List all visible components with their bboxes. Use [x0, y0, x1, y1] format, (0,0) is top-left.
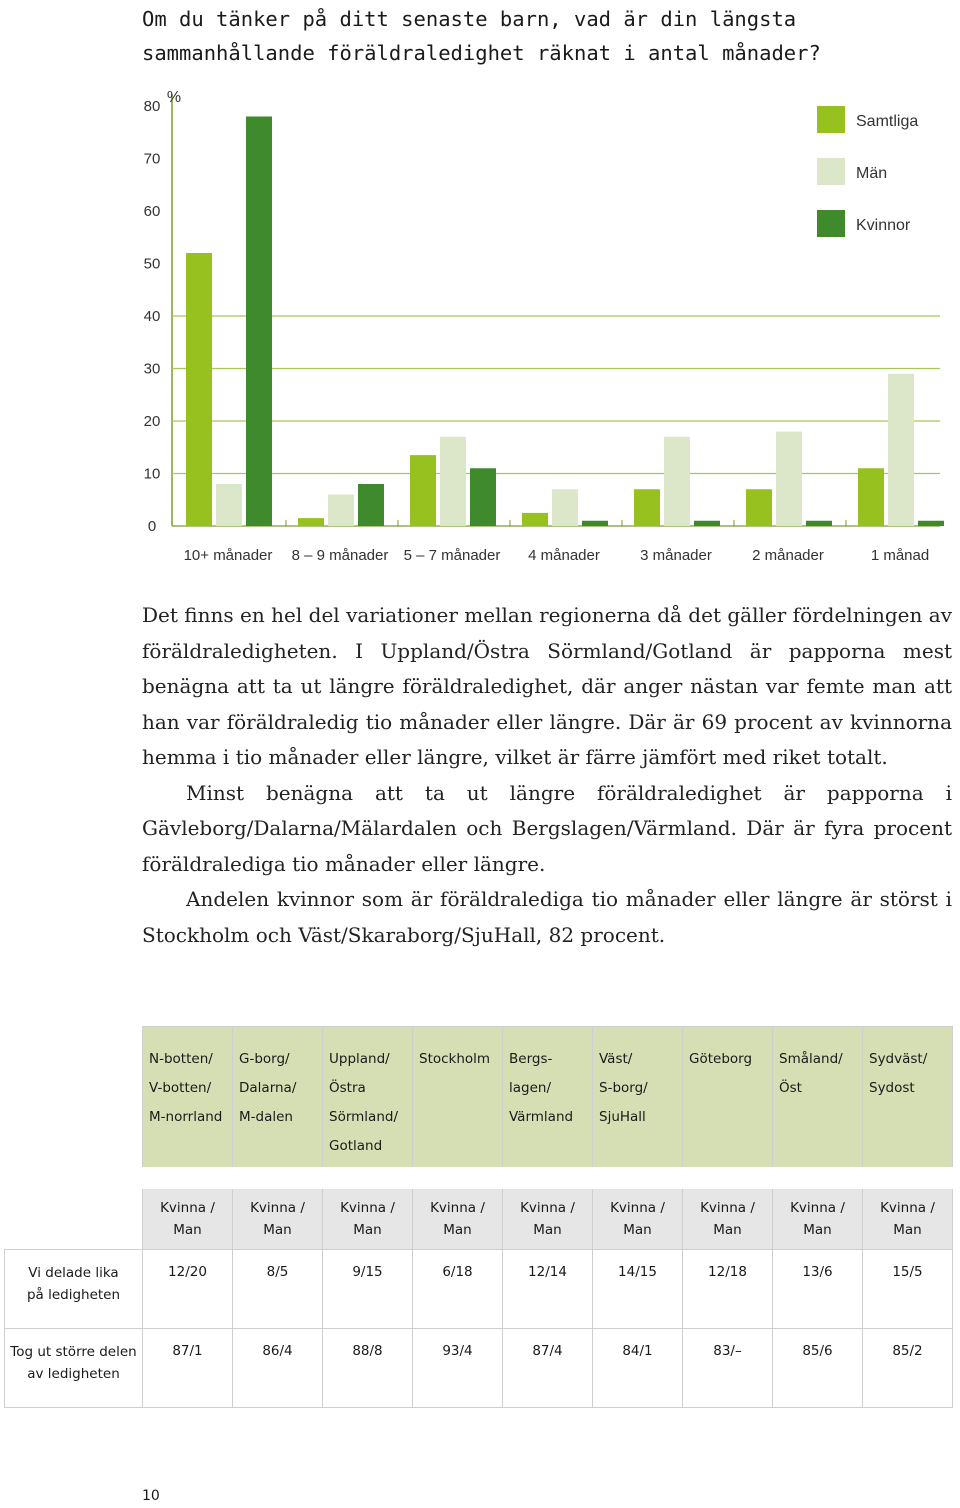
region-name: Stockholm — [419, 1051, 491, 1067]
bar-kvinnor — [470, 468, 496, 526]
region-name: Småland/ Öst — [779, 1051, 843, 1096]
table-row — [5, 1250, 953, 1329]
region-name: Uppland/ Östra Sörmland/ Gotland — [329, 1051, 398, 1154]
bar-samtliga — [858, 468, 884, 526]
table-cell: 85/2 — [863, 1329, 953, 1408]
bar-m-n — [888, 374, 914, 526]
bar-m-n — [328, 495, 354, 527]
y-tick-label: 30 — [143, 360, 161, 378]
y-tick-label: 10 — [143, 465, 161, 483]
paragraph-1: Det finns en hel del variationer mellan regionerna då det gäller fördelningen av föräldraledigheten. I Uppland/Östra Sörmland/Gotland är papporna mest benägna att ta ut längre föräldraledighet, där anger nästan var femte man att han var föräldraledig tio månader eller längre. Där är 69 procent av kvinnorna hemma i tio månader eller längre, vilket är färre jämfört med riket totalt. — [142, 603, 952, 769]
region-header — [773, 1027, 863, 1179]
y-unit-label: % — [166, 89, 182, 106]
bar-samtliga — [634, 489, 660, 526]
region-name: N-botten/ V-botten/ M-norrland — [149, 1051, 223, 1125]
region-header-row — [5, 1027, 953, 1179]
table-corner — [5, 1027, 143, 1179]
region-header — [503, 1027, 593, 1179]
region-header — [863, 1027, 953, 1179]
kvinna-man-header: Kvinna / Man — [863, 1178, 953, 1250]
bar-kvinnor — [918, 521, 944, 526]
table-cell: 87/4 — [503, 1329, 593, 1408]
y-tick-label: 40 — [143, 308, 161, 325]
table-cell: 86/4 — [233, 1329, 323, 1408]
table-row — [5, 1329, 953, 1408]
bar-samtliga — [298, 518, 324, 526]
kvinna-man-header: Kvinna / Man — [233, 1178, 323, 1250]
bar-m-n — [440, 437, 466, 526]
region-name: G-borg/ Dalarna/ M-dalen — [239, 1051, 297, 1125]
kvinna-man-header: Kvinna / Man — [143, 1178, 233, 1250]
region-header — [413, 1027, 503, 1179]
table-cell: 88/8 — [323, 1329, 413, 1408]
table-cell: 6/18 — [413, 1250, 503, 1329]
kvinna-man-header: Kvinna / Man — [413, 1178, 503, 1250]
bar-m-n — [216, 484, 242, 526]
kvinna-man-header: Kvinna / Man — [323, 1178, 413, 1250]
legend-label: Kvinnor — [856, 217, 911, 234]
kvinna-man-header: Kvinna / Man — [773, 1178, 863, 1250]
bar-m-n — [664, 437, 690, 526]
bar-kvinnor — [582, 521, 608, 526]
x-category-label: 5 – 7 månader — [403, 547, 501, 564]
region-name: Göteborg — [689, 1051, 753, 1067]
paragraph-3: Andelen kvinnor som är föräldralediga tio månader eller längre är störst i Stockholm och Väst/Skaraborg/SjuHall, 82 procent. — [142, 887, 952, 947]
paragraph-2: Minst benägna att ta ut längre föräldraledighet är papporna i Gävleborg/Dalarna/Mälardalen och Bergslagen/Värmland. Där är fyra procent föräldralediga tio månader eller längre. — [142, 780, 952, 876]
region-name: Sydväst/ Sydost — [869, 1051, 928, 1096]
kvinna-man-header: Kvinna / Man — [683, 1178, 773, 1250]
table-cell: 13/6 — [773, 1250, 863, 1329]
legend-swatch — [817, 210, 845, 237]
question-heading: Om du tänker på ditt senaste barn, vad är din längsta sammanhållande föräldraledighet räknat i antal månader? — [142, 7, 821, 65]
table-cell: 12/14 — [503, 1250, 593, 1329]
table-cell: 85/6 — [773, 1329, 863, 1408]
y-tick-label: 50 — [143, 255, 161, 273]
row-label: Vi delade lika på ledigheten — [5, 1250, 143, 1329]
legend-label: Män — [856, 165, 888, 182]
legend-swatch — [817, 106, 845, 133]
bar-samtliga — [186, 253, 212, 526]
x-category-label: 10+ månader — [183, 547, 273, 564]
bar-samtliga — [746, 489, 772, 526]
bar-kvinnor — [246, 117, 272, 527]
table-cell: 8/5 — [233, 1250, 323, 1329]
bar-kvinnor — [694, 521, 720, 526]
table-cell: 83/– — [683, 1329, 773, 1408]
body-text — [142, 598, 952, 953]
legend-label: Samtliga — [856, 113, 919, 130]
x-category-label: 8 – 9 månader — [291, 547, 389, 564]
region-header — [593, 1027, 683, 1179]
table-cell: 84/1 — [593, 1329, 683, 1408]
region-header — [233, 1027, 323, 1179]
bar-m-n — [776, 432, 802, 527]
region-header — [323, 1027, 413, 1179]
x-category-label: 1 månad — [870, 547, 930, 564]
y-tick-label: 0 — [147, 518, 157, 535]
y-tick-label: 60 — [143, 203, 161, 220]
bar-samtliga — [410, 455, 436, 526]
subheader-row — [5, 1178, 953, 1250]
region-name: Bergs- lagen/ Värmland — [509, 1051, 574, 1125]
table-corner — [5, 1178, 143, 1250]
bar-m-n — [552, 489, 578, 526]
x-category-label: 3 månader — [640, 547, 712, 564]
kvinna-man-header: Kvinna / Man — [503, 1178, 593, 1250]
table-cell: 93/4 — [413, 1329, 503, 1408]
bar-samtliga — [522, 513, 548, 526]
legend-swatch — [817, 158, 845, 185]
region-table — [4, 1026, 953, 1408]
region-name: Väst/ S-borg/ SjuHall — [599, 1051, 648, 1125]
bar-chart — [0, 80, 960, 580]
bar-kvinnor — [806, 521, 832, 526]
x-category-label: 4 månader — [528, 547, 600, 564]
row-label: Tog ut större delen av ledigheten — [5, 1329, 143, 1408]
bar-kvinnor — [358, 484, 384, 526]
table-cell: 12/20 — [143, 1250, 233, 1329]
y-tick-label: 70 — [143, 150, 161, 168]
table-cell: 9/15 — [323, 1250, 413, 1329]
y-tick-label: 80 — [143, 98, 161, 115]
table-cell: 15/5 — [863, 1250, 953, 1329]
region-header — [143, 1027, 233, 1179]
kvinna-man-header: Kvinna / Man — [593, 1178, 683, 1250]
table-cell: 87/1 — [143, 1329, 233, 1408]
page-number: 10 — [142, 1488, 160, 1504]
x-category-label: 2 månader — [752, 547, 824, 564]
y-tick-label: 20 — [143, 413, 161, 430]
region-header — [683, 1027, 773, 1179]
table-cell: 14/15 — [593, 1250, 683, 1329]
table-cell: 12/18 — [683, 1250, 773, 1329]
